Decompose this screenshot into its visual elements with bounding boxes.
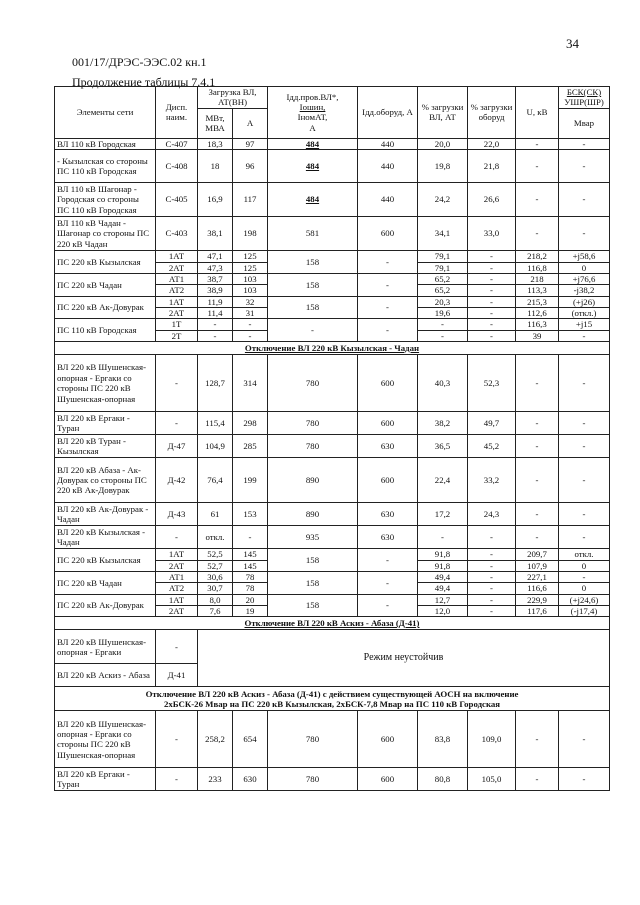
- idd-vl: 158: [268, 549, 358, 572]
- idd-vl: 484: [268, 138, 358, 149]
- table-row: [55, 342, 610, 355]
- section-title: [55, 687, 610, 711]
- header-pct-equip: % загрузки оборуд: [468, 87, 516, 139]
- bsk-mvar: -: [559, 711, 610, 768]
- table-row: [55, 630, 610, 664]
- idd-equip: -: [358, 251, 418, 274]
- idd-vl: 935: [268, 526, 358, 549]
- disp-name: -: [156, 630, 198, 664]
- pct-equip: -: [468, 262, 516, 273]
- bsk-mvar: -: [559, 768, 610, 791]
- load-mw: -: [198, 319, 233, 330]
- voltage: 229,9: [516, 594, 559, 605]
- disp-name: 1Т: [156, 319, 198, 330]
- substation-name: ПС 220 кВ Ак-Довурак: [55, 594, 156, 617]
- idd-vl: -: [268, 319, 358, 342]
- voltage: -: [516, 138, 559, 149]
- pct-equip: -: [468, 285, 516, 296]
- header-idd-vl-line3: IномАТ,: [297, 112, 328, 123]
- table-body: [55, 138, 610, 791]
- load-a: 96: [233, 150, 268, 183]
- load-a: 285: [233, 435, 268, 458]
- idd-equip: -: [358, 571, 418, 594]
- pct-equip: -: [468, 308, 516, 319]
- disp-name: -: [156, 711, 198, 768]
- pct-vl: 65,2: [418, 273, 468, 284]
- header-pct-vl: % загрузки ВЛ, АТ: [418, 87, 468, 139]
- idd-vl: 890: [268, 458, 358, 503]
- pct-equip: -: [468, 560, 516, 571]
- header-bsk-line2: УШР(ШР): [564, 97, 604, 108]
- idd-vl: 890: [268, 503, 358, 526]
- bsk-mvar: +j76,6: [559, 273, 610, 284]
- voltage: 117,6: [516, 606, 559, 617]
- pct-vl: 12,0: [418, 606, 468, 617]
- pct-equip: 26,6: [468, 183, 516, 217]
- disp-name: С-403: [156, 217, 198, 251]
- load-mw: 128,7: [198, 355, 233, 412]
- bsk-mvar: -: [559, 183, 610, 217]
- element-name: ВЛ 220 кВ Туран - Кызылская: [55, 435, 156, 458]
- load-a: 97: [233, 138, 268, 149]
- bsk-mvar: -: [559, 503, 610, 526]
- element-name: ВЛ 110 кВ Городская: [55, 138, 156, 149]
- load-a: 145: [233, 560, 268, 571]
- idd-vl: 581: [268, 217, 358, 251]
- element-name: ВЛ 220 кВ Шушенская-опорная - Ергаки: [55, 630, 156, 664]
- table-row: [55, 217, 610, 251]
- pct-vl: 79,1: [418, 251, 468, 262]
- disp-name: С-405: [156, 183, 198, 217]
- pct-equip: 52,3: [468, 355, 516, 412]
- pct-equip: -: [468, 606, 516, 617]
- pct-equip: -: [468, 549, 516, 560]
- load-mw: 52,7: [198, 560, 233, 571]
- pct-vl: 91,8: [418, 560, 468, 571]
- voltage: 218,2: [516, 251, 559, 262]
- pct-vl: 38,2: [418, 412, 468, 435]
- header-idd-equip: Iдд.оборуд, А: [358, 87, 418, 139]
- voltage: -: [516, 355, 559, 412]
- table-row: [55, 251, 610, 262]
- pct-equip: -: [468, 583, 516, 594]
- table-header: [55, 87, 610, 139]
- bsk-mvar: +j58,6: [559, 251, 610, 262]
- idd-equip: 630: [358, 503, 418, 526]
- load-a: 125: [233, 251, 268, 262]
- load-mw: 30,7: [198, 583, 233, 594]
- table-row: [55, 503, 610, 526]
- section-title-line: 2хБСК-26 Мвар на ПС 220 кВ Кызылская, 2хБСК-7,8 Мвар на ПС 110 кВ Городская: [163, 698, 501, 709]
- bsk-mvar: -: [559, 412, 610, 435]
- document-id: 001/17/ДРЭС-ЭЭС.02 кн.1: [72, 55, 207, 69]
- load-mw: 18: [198, 150, 233, 183]
- pct-vl: 49,4: [418, 571, 468, 582]
- voltage: -: [516, 150, 559, 183]
- idd-vl: 158: [268, 571, 358, 594]
- load-a: 198: [233, 217, 268, 251]
- load-a: 78: [233, 571, 268, 582]
- pct-vl: 12,7: [418, 594, 468, 605]
- load-mw: 115,4: [198, 412, 233, 435]
- pct-equip: -: [468, 594, 516, 605]
- pct-equip: 33,0: [468, 217, 516, 251]
- element-name: ВЛ 110 кВ Шагонар - Городская со стороны ПС 110 кВ Городская: [55, 183, 156, 217]
- disp-name: 2АТ: [156, 560, 198, 571]
- disp-name: Д-43: [156, 503, 198, 526]
- bsk-mvar: -: [559, 330, 610, 341]
- disp-name: 2АТ: [156, 262, 198, 273]
- voltage: -: [516, 217, 559, 251]
- voltage: 209,7: [516, 549, 559, 560]
- load-a: 117: [233, 183, 268, 217]
- voltage: 116,3: [516, 319, 559, 330]
- load-table: [54, 86, 610, 791]
- header-idd-vl: [268, 87, 358, 139]
- pct-equip: -: [468, 251, 516, 262]
- voltage: -: [516, 503, 559, 526]
- idd-equip: 600: [358, 711, 418, 768]
- header-idd-vl-line4: А: [309, 122, 316, 133]
- pct-equip: 105,0: [468, 768, 516, 791]
- load-a: 199: [233, 458, 268, 503]
- pct-vl: 65,2: [418, 285, 468, 296]
- table-row: [55, 296, 610, 307]
- bsk-mvar: 0: [559, 262, 610, 273]
- bsk-mvar: -: [559, 458, 610, 503]
- load-mw: 38,1: [198, 217, 233, 251]
- voltage: -: [516, 435, 559, 458]
- load-mw: 38,9: [198, 285, 233, 296]
- section-title: Отключение ВЛ 220 кВ Кызылская - Чадан: [55, 342, 610, 355]
- load-a: 125: [233, 262, 268, 273]
- disp-name: -: [156, 526, 198, 549]
- load-mw: 30,6: [198, 571, 233, 582]
- load-a: 31: [233, 308, 268, 319]
- load-a: -: [233, 330, 268, 341]
- bsk-mvar: -: [559, 435, 610, 458]
- load-a: -: [233, 319, 268, 330]
- substation-name: ПС 220 кВ Ак-Довурак: [55, 296, 156, 319]
- header-u: U, кВ: [516, 87, 559, 139]
- bsk-mvar: -: [559, 526, 610, 549]
- voltage: 112,6: [516, 308, 559, 319]
- element-name: ВЛ 220 кВ Аскиз - Абаза: [55, 664, 156, 687]
- voltage: 215,3: [516, 296, 559, 307]
- table-row: [55, 594, 610, 605]
- idd-vl: 780: [268, 412, 358, 435]
- voltage: 116,6: [516, 583, 559, 594]
- pct-equip: 22,0: [468, 138, 516, 149]
- element-name: ВЛ 220 кВ Шушенская-опорная - Ергаки со стороны ПС 220 кВ Шушенская-опорная: [55, 711, 156, 768]
- load-mw: 104,9: [198, 435, 233, 458]
- voltage: 227,1: [516, 571, 559, 582]
- substation-name: ПС 220 кВ Кызылская: [55, 251, 156, 274]
- pct-vl: -: [418, 526, 468, 549]
- bsk-mvar: -: [559, 138, 610, 149]
- load-a: 103: [233, 285, 268, 296]
- substation-name: ПС 220 кВ Чадан: [55, 571, 156, 594]
- bsk-mvar: -: [559, 150, 610, 183]
- voltage: 116,8: [516, 262, 559, 273]
- pct-vl: 91,8: [418, 549, 468, 560]
- bsk-mvar: 0: [559, 560, 610, 571]
- pct-equip: 45,2: [468, 435, 516, 458]
- pct-equip: 21,8: [468, 150, 516, 183]
- load-mw: 38,7: [198, 273, 233, 284]
- disp-name: 1АТ: [156, 251, 198, 262]
- idd-equip: 630: [358, 526, 418, 549]
- disp-name: -: [156, 355, 198, 412]
- load-mw: 18,3: [198, 138, 233, 149]
- element-name: ВЛ 110 кВ Чадан - Шагонар со стороны ПС 220 кВ Чадан: [55, 217, 156, 251]
- table-row: [55, 138, 610, 149]
- idd-vl: 780: [268, 768, 358, 791]
- table-row: [55, 571, 610, 582]
- load-mw: 16,9: [198, 183, 233, 217]
- voltage: -: [516, 711, 559, 768]
- voltage: -: [516, 526, 559, 549]
- load-mw: 8,0: [198, 594, 233, 605]
- disp-name: 2Т: [156, 330, 198, 341]
- load-a: -: [233, 526, 268, 549]
- pct-equip: 33,2: [468, 458, 516, 503]
- disp-name: 2АТ: [156, 606, 198, 617]
- header-disp: Дисп. наим.: [156, 87, 198, 139]
- load-mw: 11,9: [198, 296, 233, 307]
- table-row: [55, 549, 610, 560]
- voltage: -: [516, 458, 559, 503]
- pct-vl: -: [418, 330, 468, 341]
- idd-vl: 780: [268, 435, 358, 458]
- disp-name: 1АТ: [156, 549, 198, 560]
- idd-equip: -: [358, 549, 418, 572]
- pct-vl: 20,0: [418, 138, 468, 149]
- table-row: [55, 150, 610, 183]
- disp-name: -: [156, 412, 198, 435]
- header-mvar: Мвар: [559, 108, 610, 138]
- disp-name: АТ1: [156, 273, 198, 284]
- disp-name: С-408: [156, 150, 198, 183]
- pct-equip: -: [468, 526, 516, 549]
- disp-name: 1АТ: [156, 594, 198, 605]
- header-bsk-line1: БСК(СК): [566, 87, 602, 97]
- disp-name: АТ2: [156, 583, 198, 594]
- load-mw: 11,4: [198, 308, 233, 319]
- page-number: 34: [566, 36, 579, 51]
- element-name: ВЛ 220 кВ Ак-Довурак - Чадан: [55, 503, 156, 526]
- pct-vl: -: [418, 319, 468, 330]
- bsk-mvar: -j38,2: [559, 285, 610, 296]
- substation-name: ПС 220 кВ Кызылская: [55, 549, 156, 572]
- pct-vl: 24,2: [418, 183, 468, 217]
- pct-equip: -: [468, 571, 516, 582]
- table-row: [55, 273, 610, 284]
- element-name: ВЛ 220 кВ Шушенская-опорная - Ергаки со стороны ПС 220 кВ Шушенская-опорная: [55, 355, 156, 412]
- load-a: 654: [233, 711, 268, 768]
- idd-equip: 600: [358, 458, 418, 503]
- voltage: 39: [516, 330, 559, 341]
- table-row: [55, 687, 610, 711]
- pct-vl: 79,1: [418, 262, 468, 273]
- load-a: 20: [233, 594, 268, 605]
- load-a: 32: [233, 296, 268, 307]
- element-name: - Кызылская со стороны ПС 110 кВ Городская: [55, 150, 156, 183]
- pct-vl: 20,3: [418, 296, 468, 307]
- load-mw: 47,1: [198, 251, 233, 262]
- bsk-mvar: (+j24,6): [559, 594, 610, 605]
- section-title-line: Отключение ВЛ 220 кВ Аскиз - Абаза (Д-41) с действием существующей АОСН на включение: [145, 688, 519, 699]
- substation-name: ПС 110 кВ Городская: [55, 319, 156, 342]
- load-mw: -: [198, 330, 233, 341]
- load-a: 314: [233, 355, 268, 412]
- load-a: 19: [233, 606, 268, 617]
- idd-vl: 780: [268, 355, 358, 412]
- voltage: 218: [516, 273, 559, 284]
- load-a: 78: [233, 583, 268, 594]
- pct-vl: 19,8: [418, 150, 468, 183]
- voltage: 107,9: [516, 560, 559, 571]
- idd-equip: 440: [358, 183, 418, 217]
- disp-name: 2АТ: [156, 308, 198, 319]
- pct-equip: 24,3: [468, 503, 516, 526]
- bsk-mvar: +j15: [559, 319, 610, 330]
- header-idd-vl-line1: Iдд.пров.ВЛ*,: [286, 91, 339, 102]
- idd-equip: 600: [358, 412, 418, 435]
- bsk-mvar: -: [559, 217, 610, 251]
- pct-vl: 19,6: [418, 308, 468, 319]
- table-row: [55, 355, 610, 412]
- section-title: Отключение ВЛ 220 кВ Аскиз - Абаза (Д-41): [55, 617, 610, 630]
- pct-vl: 34,1: [418, 217, 468, 251]
- table-row: [55, 526, 610, 549]
- load-mw: 47,3: [198, 262, 233, 273]
- substation-name: ПС 220 кВ Чадан: [55, 273, 156, 296]
- voltage: -: [516, 412, 559, 435]
- pct-vl: 36,5: [418, 435, 468, 458]
- load-mw: 52,5: [198, 549, 233, 560]
- bsk-mvar: откл.: [559, 549, 610, 560]
- bsk-mvar: (-j17,4): [559, 606, 610, 617]
- disp-name: Д-41: [156, 664, 198, 687]
- pct-vl: 22,4: [418, 458, 468, 503]
- bsk-mvar: 0: [559, 583, 610, 594]
- bsk-mvar: -: [559, 355, 610, 412]
- header-elements: Элементы сети: [55, 87, 156, 139]
- bsk-mvar: (откл.): [559, 308, 610, 319]
- load-a: 145: [233, 549, 268, 560]
- disp-name: Д-42: [156, 458, 198, 503]
- pct-equip: -: [468, 319, 516, 330]
- voltage: -: [516, 768, 559, 791]
- pct-vl: 80,8: [418, 768, 468, 791]
- table-row: [55, 768, 610, 791]
- pct-equip: -: [468, 296, 516, 307]
- pct-vl: 49,4: [418, 583, 468, 594]
- voltage: 113,3: [516, 285, 559, 296]
- header-mw: МВт, МВА: [198, 108, 233, 138]
- idd-equip: 440: [358, 138, 418, 149]
- idd-equip: 600: [358, 768, 418, 791]
- load-mw: откл.: [198, 526, 233, 549]
- pct-vl: 40,3: [418, 355, 468, 412]
- idd-equip: 600: [358, 217, 418, 251]
- bsk-mvar: -: [559, 571, 610, 582]
- load-mw: 258,2: [198, 711, 233, 768]
- idd-equip: 440: [358, 150, 418, 183]
- table-row: [55, 458, 610, 503]
- load-mw: 7,6: [198, 606, 233, 617]
- disp-name: С-407: [156, 138, 198, 149]
- pct-vl: 17,2: [418, 503, 468, 526]
- idd-vl: 780: [268, 711, 358, 768]
- header-bsk: [559, 87, 610, 109]
- header-load: Загрузка ВЛ, АТ(ВН): [198, 87, 268, 109]
- regime-status: Режим неустойчив: [198, 630, 610, 687]
- element-name: ВЛ 220 кВ Кызылская - Чадан: [55, 526, 156, 549]
- idd-vl: 484: [268, 150, 358, 183]
- header-a: А: [233, 108, 268, 138]
- idd-vl: 158: [268, 273, 358, 296]
- load-a: 103: [233, 273, 268, 284]
- idd-vl: 158: [268, 594, 358, 617]
- idd-equip: -: [358, 594, 418, 617]
- idd-equip: -: [358, 319, 418, 342]
- idd-equip: -: [358, 296, 418, 319]
- disp-name: АТ1: [156, 571, 198, 582]
- element-name: ВЛ 220 кВ Ергаки - Туран: [55, 412, 156, 435]
- idd-vl: 484: [268, 183, 358, 217]
- pct-equip: -: [468, 273, 516, 284]
- idd-equip: 630: [358, 435, 418, 458]
- load-mw: 76,4: [198, 458, 233, 503]
- pct-vl: 83,8: [418, 711, 468, 768]
- disp-name: 1АТ: [156, 296, 198, 307]
- load-a: 298: [233, 412, 268, 435]
- pct-equip: 109,0: [468, 711, 516, 768]
- table-row: [55, 617, 610, 630]
- idd-vl: 158: [268, 251, 358, 274]
- table-row: [55, 319, 610, 330]
- pct-equip: -: [468, 330, 516, 341]
- voltage: -: [516, 183, 559, 217]
- pct-equip: 49,7: [468, 412, 516, 435]
- load-mw: 233: [198, 768, 233, 791]
- table-row: [55, 711, 610, 768]
- table-row: [55, 183, 610, 217]
- idd-equip: -: [358, 273, 418, 296]
- bsk-mvar: (+j26): [559, 296, 610, 307]
- element-name: ВЛ 220 кВ Ергаки - Туран: [55, 768, 156, 791]
- load-a: 153: [233, 503, 268, 526]
- element-name: ВЛ 220 кВ Абаза - Ак-Довурак со стороны ПС 220 кВ Ак-Довурак: [55, 458, 156, 503]
- idd-vl: 158: [268, 296, 358, 319]
- table-row: [55, 412, 610, 435]
- load-a: 630: [233, 768, 268, 791]
- disp-name: АТ2: [156, 285, 198, 296]
- table-continuation-caption: Продолжение таблицы 7.4.1: [72, 75, 216, 89]
- disp-name: Д-47: [156, 435, 198, 458]
- load-mw: 61: [198, 503, 233, 526]
- table-row: [55, 435, 610, 458]
- disp-name: -: [156, 768, 198, 791]
- idd-equip: 600: [358, 355, 418, 412]
- header-idd-vl-line2: Iошин,: [299, 102, 326, 112]
